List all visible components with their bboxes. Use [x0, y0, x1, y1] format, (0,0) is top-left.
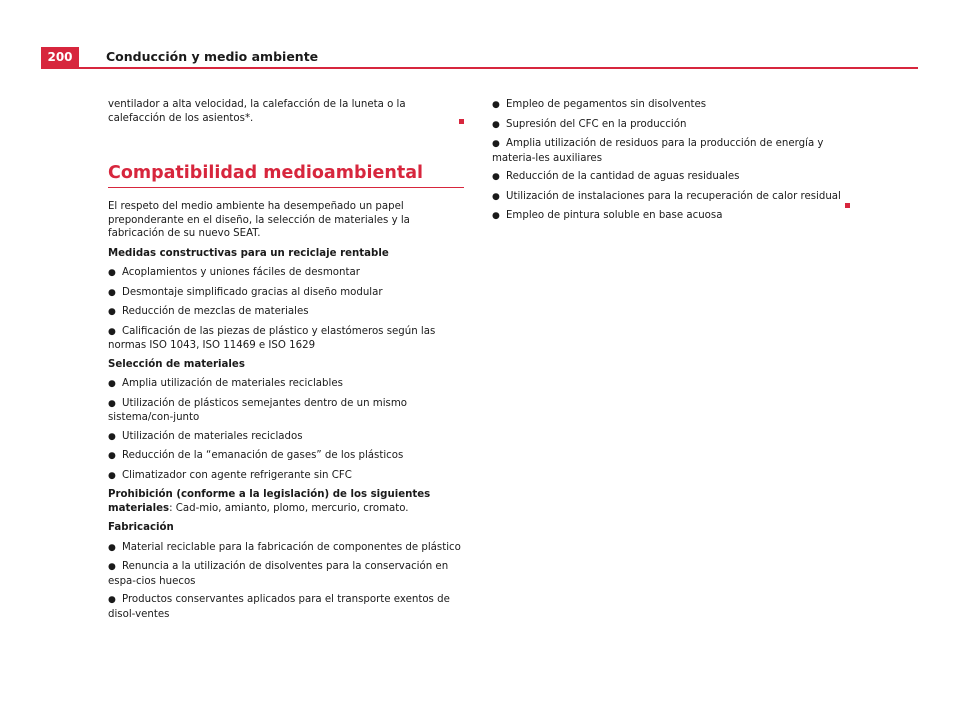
bullet-icon: ● [108, 595, 116, 605]
bullet-icon: ● [108, 542, 116, 553]
section-heading: Compatibilidad medioambiental [108, 161, 464, 188]
list-item: ● Supresión del CFC en la producción [492, 118, 848, 133]
prohibition-paragraph [108, 488, 464, 515]
list-item: ● Material reciclable para la fabricación de componentes de plástico [108, 541, 464, 556]
bullet-icon: ● [108, 431, 116, 442]
list-item: ● Climatizador con agente refrigerante sin CFC [108, 469, 464, 484]
page-header [41, 47, 918, 69]
list-item: ● Utilización de plásticos semejantes dentro de un mismo sistema/con-junto [108, 397, 407, 423]
env-paragraph: El respeto del medio ambiente ha desempeñado un papel preponderante en el diseño, la selección de materiales y la fabricación de su nuevo SEAT. [108, 201, 410, 239]
bullet-icon: ● [108, 307, 116, 317]
list-item: ● Renuncia a la utilización de disolventes para la conservación en espa-cios huecos [108, 561, 449, 587]
list-item: ● Amplia utilización de residuos para la producción de energía y materia-les auxiliares [492, 138, 824, 164]
list-item: ● Empleo de pintura soluble en base acuosa [492, 209, 848, 224]
running-section-title: Conducción y medio ambiente [106, 49, 319, 64]
list-item: ● Calificación de las piezas de plástico y elastómeros según las normas ISO 1043, ISO 11469 e ISO 1629 [108, 325, 436, 351]
bullet-icon: ● [108, 326, 116, 337]
list-item: ● Reducción de mezclas de materiales [108, 305, 464, 320]
list-recycling [108, 266, 464, 353]
list-materials [108, 377, 464, 483]
prohibition-label: Prohibición (conforme a la legislación) de los siguientes materiales [108, 489, 431, 514]
right-column [492, 98, 848, 229]
subheading-materials: Selección de materiales [108, 358, 245, 370]
list-item: ● Acoplamientos y uniones fáciles de desmontar [108, 266, 464, 281]
list-item: ● Utilización de materiales reciclados [108, 430, 464, 445]
subheading-manufacturing: Fabricación [108, 522, 174, 533]
list-item: ● Amplia utilización de materiales reciclables [108, 377, 464, 392]
bullet-icon: ● [492, 191, 500, 202]
bullet-icon: ● [492, 119, 500, 130]
end-of-section-marker [459, 119, 464, 124]
intro-paragraph: ventilador a alta velocidad, la calefacción de la luneta o la calefacción de los asientos*. [108, 99, 406, 124]
list-item: ● Empleo de pegamentos sin disolventes [492, 98, 848, 113]
prohibition-text: : Cad-mio, amianto, plomo, mercurio, cromato. [169, 502, 409, 514]
page-number: 200 [41, 47, 79, 67]
list-item: ● Utilización de instalaciones para la recuperación de calor residual [492, 190, 848, 205]
list-item: ● Reducción de la “emanación de gases” de los plásticos [108, 449, 464, 464]
bullet-icon: ● [108, 268, 116, 278]
bullet-icon: ● [492, 139, 500, 149]
list-item: ● Reducción de la cantidad de aguas residuales [492, 170, 848, 185]
bullet-icon: ● [108, 562, 116, 572]
bullet-icon: ● [108, 379, 116, 389]
bullet-icon: ● [492, 211, 500, 221]
subheading-recycling: Medidas constructivas para un reciclaje rentable [108, 247, 389, 259]
bullet-icon: ● [108, 398, 116, 409]
bullet-icon: ● [492, 172, 500, 182]
list-item: ● Desmontaje simplificado gracias al diseño modular [108, 286, 464, 301]
list-item: ● Productos conservantes aplicados para el transporte exentos de disol-ventes [108, 594, 450, 620]
bullet-icon: ● [492, 100, 500, 110]
bullet-icon: ● [108, 287, 116, 298]
bullet-icon: ● [108, 470, 116, 481]
left-column [108, 98, 464, 626]
bullet-icon: ● [108, 451, 116, 461]
list-manufacturing [108, 541, 464, 622]
end-of-section-marker [845, 203, 850, 208]
